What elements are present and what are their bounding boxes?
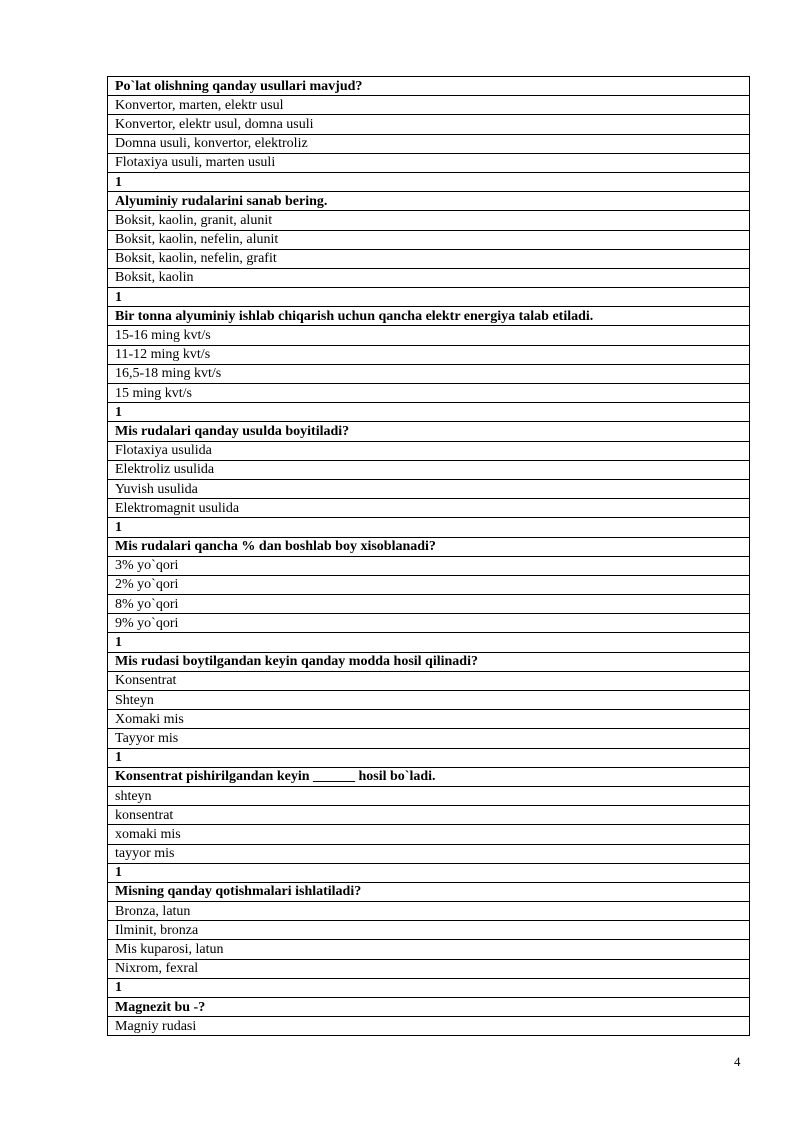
- table-cell: Ilminit, bronza: [108, 921, 750, 940]
- answer-key-row: [108, 403, 750, 422]
- answer-option-row: [108, 441, 750, 460]
- question-row: [108, 767, 750, 786]
- answer-key-row: [108, 288, 750, 307]
- question-row: [108, 192, 750, 211]
- answer-key-row: [108, 978, 750, 997]
- answer-key-row: [108, 518, 750, 537]
- table-cell: Konsentrat pishirilgandan keyin ______ hosil bo`ladi.: [108, 767, 750, 786]
- table-cell: 1: [108, 518, 750, 537]
- table-cell: 1: [108, 633, 750, 652]
- answer-option-row: [108, 499, 750, 518]
- answer-option-row: [108, 460, 750, 479]
- answer-option-row: [108, 844, 750, 863]
- answer-option-row: [108, 268, 750, 287]
- table-cell: Boksit, kaolin, nefelin, grafit: [108, 249, 750, 268]
- answer-option-row: [108, 1017, 750, 1036]
- table-cell: Elektromagnit usulida: [108, 499, 750, 518]
- answer-option-row: [108, 710, 750, 729]
- table-cell: Flotaxiya usulida: [108, 441, 750, 460]
- table-cell: Misning qanday qotishmalari ishlatiladi?: [108, 882, 750, 901]
- table-cell: Boksit, kaolin, granit, alunit: [108, 211, 750, 230]
- table-cell: 1: [108, 172, 750, 191]
- question-row: [108, 998, 750, 1017]
- answer-option-row: [108, 921, 750, 940]
- table-cell: 1: [108, 863, 750, 882]
- question-row: [108, 882, 750, 901]
- table-cell: Tayyor mis: [108, 729, 750, 748]
- table-cell: 1: [108, 978, 750, 997]
- page-number: 4: [734, 1054, 741, 1069]
- table-cell: 2% yo`qori: [108, 575, 750, 594]
- table-cell: 11-12 ming kvt/s: [108, 345, 750, 364]
- answer-option-row: [108, 556, 750, 575]
- quiz-table-body: [108, 77, 750, 1036]
- answer-option-row: [108, 959, 750, 978]
- answer-option-row: [108, 364, 750, 383]
- question-row: [108, 422, 750, 441]
- answer-key-row: [108, 172, 750, 191]
- table-cell: Konvertor, marten, elektr usul: [108, 96, 750, 115]
- answer-option-row: [108, 96, 750, 115]
- answer-option-row: [108, 249, 750, 268]
- answer-option-row: [108, 479, 750, 498]
- answer-option-row: [108, 902, 750, 921]
- answer-option-row: [108, 825, 750, 844]
- table-cell: Mis kuparosi, latun: [108, 940, 750, 959]
- answer-option-row: [108, 940, 750, 959]
- answer-option-row: [108, 384, 750, 403]
- answer-option-row: [108, 211, 750, 230]
- table-cell: Boksit, kaolin: [108, 268, 750, 287]
- answer-option-row: [108, 729, 750, 748]
- table-cell: tayyor mis: [108, 844, 750, 863]
- table-cell: xomaki mis: [108, 825, 750, 844]
- answer-option-row: [108, 575, 750, 594]
- table-cell: 1: [108, 403, 750, 422]
- table-cell: Alyuminiy rudalarini sanab bering.: [108, 192, 750, 211]
- table-cell: 9% yo`qori: [108, 614, 750, 633]
- answer-key-row: [108, 748, 750, 767]
- table-cell: Bir tonna alyuminiy ishlab chiqarish uchun qancha elektr energiya talab etiladi.: [108, 307, 750, 326]
- answer-option-row: [108, 691, 750, 710]
- table-cell: 8% yo`qori: [108, 595, 750, 614]
- table-cell: 1: [108, 748, 750, 767]
- table-cell: shteyn: [108, 786, 750, 805]
- answer-option-row: [108, 345, 750, 364]
- quiz-table: [107, 76, 750, 1036]
- table-cell: 1: [108, 288, 750, 307]
- answer-option-row: [108, 230, 750, 249]
- answer-option-row: [108, 595, 750, 614]
- question-row: [108, 77, 750, 96]
- table-cell: Po`lat olishning qanday usullari mavjud?: [108, 77, 750, 96]
- answer-option-row: [108, 134, 750, 153]
- answer-option-row: [108, 806, 750, 825]
- answer-option-row: [108, 326, 750, 345]
- table-cell: Mis rudalari qanday usulda boyitiladi?: [108, 422, 750, 441]
- table-cell: Boksit, kaolin, nefelin, alunit: [108, 230, 750, 249]
- question-row: [108, 652, 750, 671]
- table-cell: Xomaki mis: [108, 710, 750, 729]
- table-cell: 16,5-18 ming kvt/s: [108, 364, 750, 383]
- table-cell: Mis rudalari qancha % dan boshlab boy xisoblanadi?: [108, 537, 750, 556]
- table-cell: Mis rudasi boytilgandan keyin qanday modda hosil qilinadi?: [108, 652, 750, 671]
- table-cell: Domna usuli, konvertor, elektroliz: [108, 134, 750, 153]
- table-cell: Magniy rudasi: [108, 1017, 750, 1036]
- table-cell: Magnezit bu -?: [108, 998, 750, 1017]
- answer-option-row: [108, 614, 750, 633]
- table-cell: Yuvish usulida: [108, 479, 750, 498]
- table-cell: Konvertor, elektr usul, domna usuli: [108, 115, 750, 134]
- table-cell: konsentrat: [108, 806, 750, 825]
- table-cell: Bronza, latun: [108, 902, 750, 921]
- table-cell: 15 ming kvt/s: [108, 384, 750, 403]
- table-cell: Elektroliz usulida: [108, 460, 750, 479]
- answer-option-row: [108, 671, 750, 690]
- answer-option-row: [108, 115, 750, 134]
- table-cell: Nixrom, fexral: [108, 959, 750, 978]
- table-cell: 15-16 ming kvt/s: [108, 326, 750, 345]
- table-cell: Flotaxiya usuli, marten usuli: [108, 153, 750, 172]
- question-row: [108, 537, 750, 556]
- table-cell: 3% yo`qori: [108, 556, 750, 575]
- answer-option-row: [108, 153, 750, 172]
- answer-key-row: [108, 633, 750, 652]
- answer-option-row: [108, 786, 750, 805]
- table-cell: Konsentrat: [108, 671, 750, 690]
- question-row: [108, 307, 750, 326]
- answer-key-row: [108, 863, 750, 882]
- table-cell: Shteyn: [108, 691, 750, 710]
